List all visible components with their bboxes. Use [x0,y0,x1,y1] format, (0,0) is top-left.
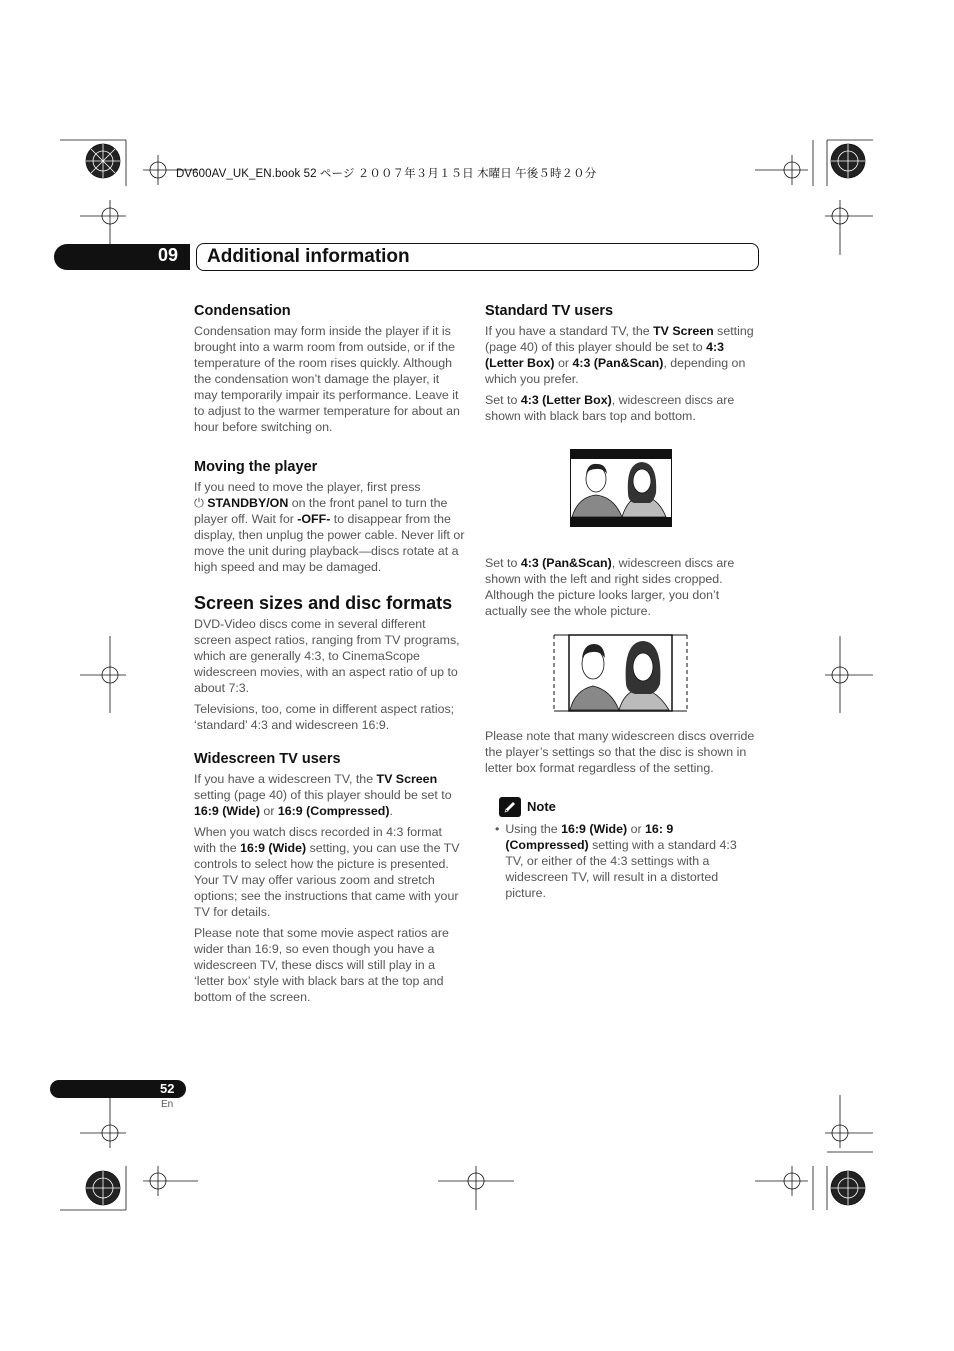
sunburst-target-top-right [831,144,865,178]
print-slug-header: DV600AV_UK_EN.book 52 ページ ２００７年３月１５日 木曜日 午後５時２０分 [176,168,597,180]
widescreen-para-3: Please note that some movie aspect ratios are wider than 16:9, so even though you have a widescreen TV, these discs will still play in a ‘letter box’ style with black bars at the top and bottom of the screen. [194,926,449,1004]
note-list-item [485,821,757,901]
letterbox-figure-wrap [485,429,757,555]
note-header [499,797,757,817]
screen-sizes-para-1: DVD-Video discs come in several different screen aspect ratios, ranging from TV programs, which are generally 4:3, to CinemaScope widescreen movies, with an aspect ratio of up to about 7:3. [194,617,460,695]
note-text: Using the 16:9 (Wide) or 16: 9 (Compressed) setting with a standard 4:3 TV, or either of the 4:3 settings with a widescreen TV, will result in a distorted picture. [505,822,737,900]
sunburst-target-top-left [86,144,120,178]
letterbox-illustration [570,449,672,527]
sunburst-target-bottom-right [831,1171,865,1205]
standard-para-override: Please note that many widescreen discs override the player’s settings so that the disc is shown in letter box format regardless of the setting. [485,729,755,775]
section-heading-standard: Standard TV users [485,303,614,319]
standard-para-1: If you have a standard TV, the TV Screen setting (page 40) of this player should be set to 4:3 (Letter Box) or 4:3 (Pan&Scan), depending on which you prefer. [485,324,754,386]
note-label: Note [527,799,556,814]
section-heading-moving: Moving the player [194,459,318,475]
section-heading-screen-sizes: Screen sizes and disc formats [194,593,453,613]
pencil-note-icon [499,797,521,817]
panscan-illustration [553,634,689,712]
standard-para-panscan: Set to 4:3 (Pan&Scan), widescreen discs are shown with the left and right sides cropped. Although the picture looks larger, you don’t actually see the whole picture. [485,556,735,618]
chapter-title: Additional information [207,246,410,267]
condensation-body: Condensation may form inside the player if it is brought into a warm room from outside, or if the temperature of the room rises quickly. Although the condensation won’t damage the player, it may temporarily impair its performance. Leave it to adjust to the warmer temperature for about an hour before switching on. [194,324,460,434]
right-column [485,302,757,901]
section-heading-widescreen: Widescreen TV users [194,751,341,767]
power-icon: ⏻ [194,496,204,510]
left-column [194,302,466,1010]
moving-body: If you need to move the player, first press ⏻ STANDBY/ON on the front panel to turn the player off. Wait for -OFF- to disappear from the display, then unplug the power cable. Never lift or move the unit during playback—discs rotate at a high speed and may be damaged. [194,480,465,574]
bullet: • [495,822,500,836]
widescreen-para-2: When you watch discs recorded in 4:3 format with the 16:9 (Wide) setting, you can use the TV controls to select how the picture is presented. Your TV may offer various zoom and stretch options; see the instructions that came with your TV for details. [194,825,460,919]
widescreen-para-1: If you have a widescreen TV, the TV Screen setting (page 40) of this player should be set to 16:9 (Wide) or 16:9 (Compressed). [194,772,452,818]
section-heading-condensation: Condensation [194,303,291,319]
chapter-number: 09 [158,245,179,265]
standard-para-letterbox: Set to 4:3 (Letter Box), widescreen discs are shown with black bars top and bottom. [485,393,735,423]
page-language: En [161,1099,174,1110]
screen-sizes-para-2: Televisions, too, come in different aspect ratios; ‘standard’ 4:3 and widescreen 16:9. [194,702,455,732]
panscan-figure-wrap [485,624,757,728]
sunburst-target-bottom-left [86,1171,120,1205]
page-number: 52 [160,1081,175,1096]
